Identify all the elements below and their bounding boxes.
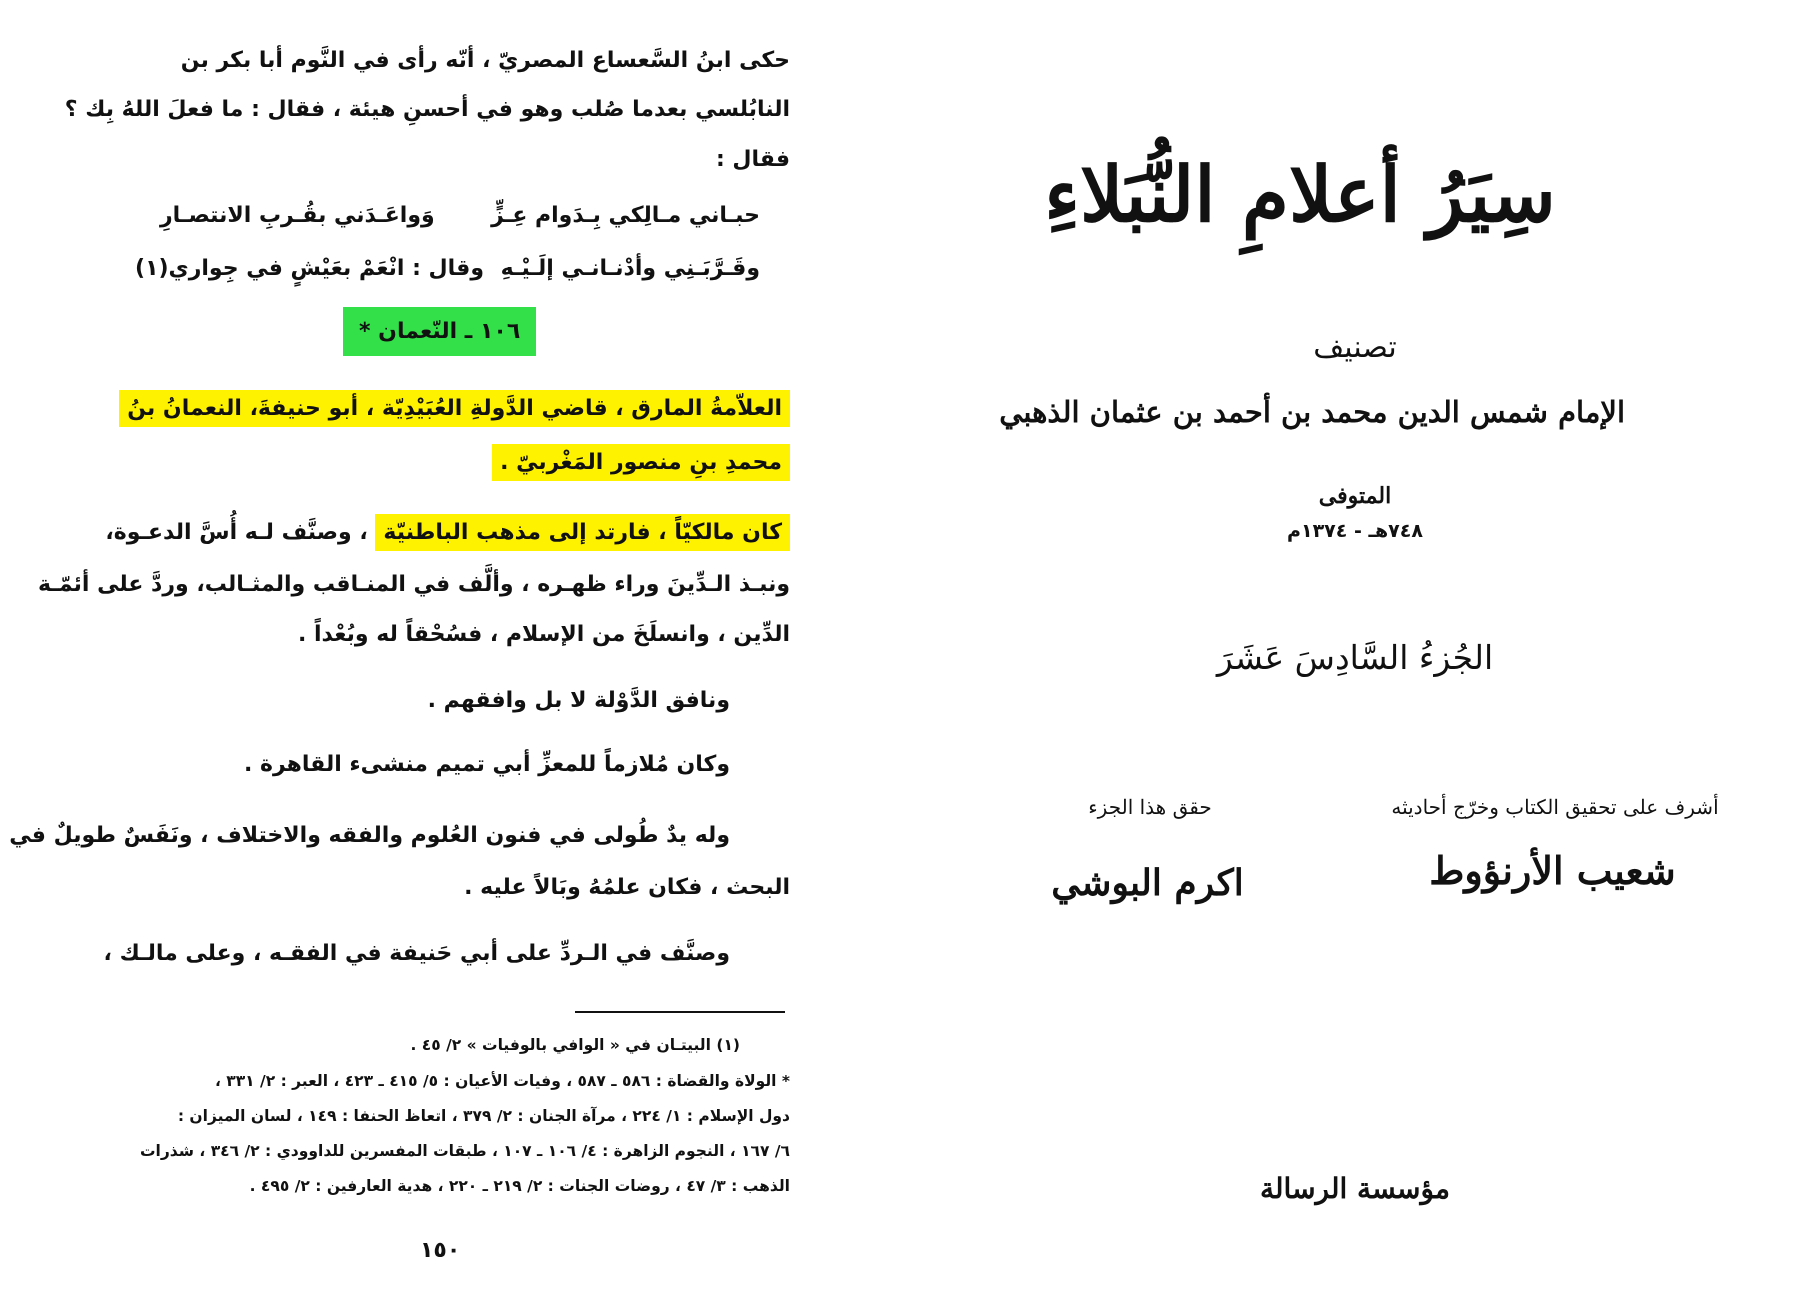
definition-highlight-1: العلاّمةُ المارق ، قاضي الدَّولةِ العُبَيْدِيّة ، أبو حنيفةَ، النعمانُ بنُ bbox=[119, 390, 790, 427]
footnote-2: * الولاة والقضاة : ٥٨٦ ـ ٥٨٧ ، وفيات الأعيان : ٥/ ٤١٥ ـ ٤٢٣ ، العبر : ٢/ ٣٣١ ، bbox=[214, 1072, 790, 1090]
definition-highlight-2: محمدِ بنِ منصور المَغْربيّ . bbox=[492, 444, 790, 481]
para2-line-1-rest: ، وصنَّف لـه أُسَّ الدعـوة، bbox=[105, 520, 368, 545]
verse-1-second-hemistich: وَواعَـدَني بقُـربِ الانتصـارِ bbox=[160, 203, 435, 228]
para6: وصنَّف في الـردِّ على أبي حَنيفة في الفقـه ، وعلى مالـك ، bbox=[103, 941, 730, 966]
intro-line-2: النابُلسي بعدما صُلب وهو في أحسنِ هيئة ، فقال : ما فعلَ اللهُ بِك ؟ bbox=[64, 97, 790, 122]
supervisor-name: شعيب الأرنؤوط bbox=[1429, 848, 1676, 893]
footnote-4: ٦/ ١٦٧ ، النجوم الزاهرة : ٤/ ١٠٦ ـ ١٠٧ ، طبقات المفسرين للداوودي : ٢/ ٣٤٦ ، شذرات bbox=[139, 1142, 790, 1160]
editor-name: اكرم البوشي bbox=[1051, 862, 1244, 904]
intro-line-3: فقال : bbox=[715, 147, 790, 172]
verse-1-first-hemistich: حبـاني مـالِكي بِـدَوام عِـزٍّ bbox=[491, 203, 760, 228]
footnote-5: الذهب : ٣/ ٤٧ ، روضات الجنات : ٢/ ٢١٩ ـ ٢٢٠ ، هدية العارفين : ٢/ ٤٩٥ . bbox=[249, 1177, 790, 1195]
entry-heading-highlight: ١٠٦ ـ النّعمان * bbox=[343, 307, 536, 356]
entry-heading bbox=[343, 319, 536, 345]
intro-line-1: حكى ابنُ السَّعساع المصريّ ، أنّه رأى في النَّوم أبا بكر بن bbox=[180, 48, 790, 73]
right-page bbox=[905, 0, 1815, 1300]
editor-label: حقق هذا الجزء bbox=[1088, 795, 1212, 819]
definition-line-1 bbox=[119, 396, 790, 422]
para2-line-1 bbox=[105, 520, 790, 546]
para5-line-2: البحث ، فكان علمُهُ وبَالاً عليه . bbox=[464, 875, 790, 900]
left-page bbox=[0, 0, 905, 1300]
para4: وكان مُلازماً للمعزِّ أبي تميم منشىء القاهرة . bbox=[243, 752, 730, 777]
volume-label: الجُزءُ السَّادِسَ عَشَرَ bbox=[1216, 638, 1494, 677]
book-title: سِيَرُ أعلامِ النُّبَلاءِ bbox=[1044, 150, 1556, 239]
footnote-3: دول الإسلام : ١/ ٢٢٤ ، مرآة الجنان : ٢/ ٣٧٩ ، اتعاظ الحنفا : ١٤٩ ، لسان الميزان : bbox=[177, 1107, 790, 1125]
page-number: ١٥٠ bbox=[420, 1238, 461, 1263]
footnote-1: (١) البيتـان في « الوافي بالوفيات » ٢/ ٤٥ . bbox=[410, 1036, 740, 1054]
died-date: ٧٤٨هـ - ١٣٧٤م bbox=[1287, 520, 1423, 542]
compiled-label: تصنيف bbox=[1313, 330, 1397, 365]
author-name: الإمام شمس الدين محمد بن أحمد بن عثمان الذهبي bbox=[999, 395, 1625, 429]
definition-line-2 bbox=[492, 450, 790, 476]
para5-line-1: وله يدٌ طُولى في فنون العُلوم والفقه والاختلاف ، ونَفَسٌ طويلٌ في bbox=[9, 823, 730, 848]
footnote-separator bbox=[575, 1011, 785, 1013]
para3: ونافق الدَّوْلة لا بل وافقهم . bbox=[427, 688, 730, 713]
died-label: المتوفى bbox=[1318, 483, 1392, 509]
para2-highlight: كان مالكيّاً ، فارتد إلى مذهب الباطنيّة bbox=[375, 514, 790, 551]
verse-2-second-hemistich: وقال : انْعَمْ بعَيْشٍ في جِواري(١) bbox=[135, 256, 484, 281]
supervisor-label: أشرف على تحقيق الكتاب وخرّج أحاديثه bbox=[1391, 795, 1719, 819]
para2-line-3: الدِّين ، وانسلَخَ من الإسلام ، فسُحْقاً له وبُعْداً . bbox=[297, 622, 790, 647]
verse-2-first-hemistich: وقَـرَّبَـنِي وأدْنـانـي إلَـيْـهِ bbox=[500, 256, 760, 281]
para2-line-2: ونبـذ الـدِّينَ وراء ظهـره ، وألَّف في المنـاقب والمثـالب، وردَّ على أئمّـة bbox=[38, 572, 790, 597]
publisher-name: مؤسسة الرسالة bbox=[1260, 1172, 1450, 1205]
